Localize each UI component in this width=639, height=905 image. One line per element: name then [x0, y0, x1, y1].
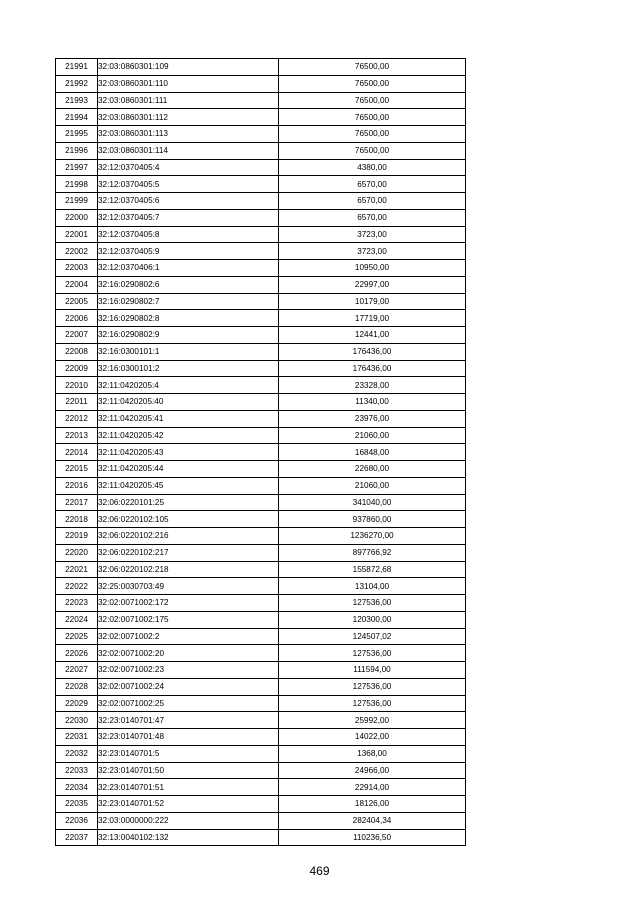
cadastral-value-cell: 937860,00 [279, 511, 466, 528]
table-row [56, 159, 466, 176]
table-row [56, 645, 466, 662]
cadastral-number-cell: 32:16:0300101:2 [98, 360, 279, 377]
row-number-cell: 22021 [56, 561, 98, 578]
row-number-cell: 21997 [56, 159, 98, 176]
row-number-cell: 22030 [56, 712, 98, 729]
row-number-cell: 22033 [56, 762, 98, 779]
table-row [56, 829, 466, 846]
cadastral-value-cell: 76500,00 [279, 142, 466, 159]
cadastral-number-cell: 32:11:0420205:41 [98, 410, 279, 427]
cadastral-value-cell: 127536,00 [279, 678, 466, 695]
table-row [56, 595, 466, 612]
cadastral-number-cell: 32:12:0370405:6 [98, 193, 279, 210]
row-number-cell: 22005 [56, 293, 98, 310]
cadastral-value-cell: 76500,00 [279, 92, 466, 109]
table-row [56, 578, 466, 595]
cadastral-value-cell: 21060,00 [279, 477, 466, 494]
cadastral-value-cell: 1368,00 [279, 745, 466, 762]
cadastral-number-cell: 32:06:0220102:218 [98, 561, 279, 578]
table-row [56, 477, 466, 494]
table-row [56, 343, 466, 360]
cadastral-value-cell: 11340,00 [279, 394, 466, 411]
table-row [56, 712, 466, 729]
cadastral-number-cell: 32:11:0420205:42 [98, 427, 279, 444]
table-body [56, 59, 466, 846]
cadastral-number-cell: 32:11:0420205:45 [98, 477, 279, 494]
cadastral-value-cell: 12441,00 [279, 327, 466, 344]
row-number-cell: 22015 [56, 461, 98, 478]
table-row [56, 812, 466, 829]
table-row [56, 92, 466, 109]
cadastral-number-cell: 32:03:0860301:111 [98, 92, 279, 109]
cadastral-value-cell: 25992,00 [279, 712, 466, 729]
cadastral-number-cell: 32:16:0290802:6 [98, 276, 279, 293]
row-number-cell: 22037 [56, 829, 98, 846]
row-number-cell: 22028 [56, 678, 98, 695]
cadastral-number-cell: 32:06:0220101:25 [98, 494, 279, 511]
cadastral-number-cell: 32:11:0420205:40 [98, 394, 279, 411]
row-number-cell: 21996 [56, 142, 98, 159]
cadastral-number-cell: 32:16:0290802:8 [98, 310, 279, 327]
cadastral-value-cell: 14022,00 [279, 729, 466, 746]
row-number-cell: 22031 [56, 729, 98, 746]
row-number-cell: 22026 [56, 645, 98, 662]
cadastral-number-cell: 32:03:0860301:112 [98, 109, 279, 126]
cadastral-value-cell: 16848,00 [279, 444, 466, 461]
table-row [56, 293, 466, 310]
row-number-cell: 22007 [56, 327, 98, 344]
cadastral-value-cell: 127536,00 [279, 595, 466, 612]
table-row [56, 260, 466, 277]
cadastral-value-cell: 4380,00 [279, 159, 466, 176]
cadastral-value-cell: 76500,00 [279, 109, 466, 126]
row-number-cell: 22035 [56, 796, 98, 813]
table-row [56, 243, 466, 260]
cadastral-value-cell: 1236270,00 [279, 528, 466, 545]
cadastral-number-cell: 32:23:0140701:5 [98, 745, 279, 762]
table-row [56, 427, 466, 444]
cadastral-value-cell: 3723,00 [279, 226, 466, 243]
table-row [56, 394, 466, 411]
cadastral-number-cell: 32:02:0071002:175 [98, 611, 279, 628]
table-row [56, 444, 466, 461]
row-number-cell: 22013 [56, 427, 98, 444]
row-number-cell: 22018 [56, 511, 98, 528]
table-row [56, 779, 466, 796]
table-row [56, 745, 466, 762]
cadastral-value-cell: 120300,00 [279, 611, 466, 628]
table-row [56, 611, 466, 628]
row-number-cell: 22025 [56, 628, 98, 645]
cadastral-value-cell: 176436,00 [279, 360, 466, 377]
page-number: 469 [309, 864, 330, 878]
table-row [56, 695, 466, 712]
cadastral-number-cell: 32:03:0860301:110 [98, 75, 279, 92]
row-number-cell: 21993 [56, 92, 98, 109]
row-number-cell: 21991 [56, 59, 98, 76]
cadastral-value-cell: 21060,00 [279, 427, 466, 444]
table-row [56, 662, 466, 679]
table-row [56, 544, 466, 561]
row-number-cell: 22036 [56, 812, 98, 829]
cadastral-value-cell: 22914,00 [279, 779, 466, 796]
row-number-cell: 22010 [56, 377, 98, 394]
cadastral-number-cell: 32:02:0071002:23 [98, 662, 279, 679]
table-row [56, 762, 466, 779]
cadastral-number-cell: 32:06:0220102:217 [98, 544, 279, 561]
row-number-cell: 22029 [56, 695, 98, 712]
cadastral-number-cell: 32:12:0370405:5 [98, 176, 279, 193]
cadastral-number-cell: 32:25:0030703:49 [98, 578, 279, 595]
table-row [56, 193, 466, 210]
cadastral-number-cell: 32:12:0370405:9 [98, 243, 279, 260]
table-row [56, 494, 466, 511]
table-row [56, 561, 466, 578]
cadastral-number-cell: 32:11:0420205:44 [98, 461, 279, 478]
table-row [56, 796, 466, 813]
cadastral-value-cell: 176436,00 [279, 343, 466, 360]
cadastral-number-cell: 32:11:0420205:4 [98, 377, 279, 394]
table-row [56, 310, 466, 327]
cadastral-value-cell: 76500,00 [279, 59, 466, 76]
cadastral-number-cell: 32:06:0220102:216 [98, 528, 279, 545]
row-number-cell: 22006 [56, 310, 98, 327]
cadastral-value-cell: 155872,68 [279, 561, 466, 578]
row-number-cell: 22032 [56, 745, 98, 762]
cadastral-value-cell: 341040,00 [279, 494, 466, 511]
table-row [56, 511, 466, 528]
table-row [56, 360, 466, 377]
row-number-cell: 21992 [56, 75, 98, 92]
cadastral-number-cell: 32:23:0140701:51 [98, 779, 279, 796]
cadastral-value-cell: 18126,00 [279, 796, 466, 813]
cadastral-number-cell: 32:03:0860301:113 [98, 126, 279, 143]
cadastral-value-cell: 127536,00 [279, 645, 466, 662]
table-row [56, 126, 466, 143]
cadastral-number-cell: 32:02:0071002:172 [98, 595, 279, 612]
cadastral-value-cell: 23328,00 [279, 377, 466, 394]
row-number-cell: 22022 [56, 578, 98, 595]
row-number-cell: 22023 [56, 595, 98, 612]
cadastral-value-cell: 282404,34 [279, 812, 466, 829]
cadastral-number-cell: 32:16:0300101:1 [98, 343, 279, 360]
cadastral-number-cell: 32:23:0140701:52 [98, 796, 279, 813]
cadastral-number-cell: 32:02:0071002:24 [98, 678, 279, 695]
cadastral-value-cell: 10950,00 [279, 260, 466, 277]
row-number-cell: 22000 [56, 209, 98, 226]
cadastral-value-cell: 22680,00 [279, 461, 466, 478]
table-row [56, 729, 466, 746]
cadastral-value-cell: 110236,50 [279, 829, 466, 846]
row-number-cell: 22016 [56, 477, 98, 494]
cadastral-number-cell: 32:06:0220102:105 [98, 511, 279, 528]
cadastral-value-cell: 10179,00 [279, 293, 466, 310]
table-row [56, 176, 466, 193]
row-number-cell: 22019 [56, 528, 98, 545]
table-row [56, 109, 466, 126]
cadastral-value-table [55, 58, 466, 846]
row-number-cell: 22001 [56, 226, 98, 243]
cadastral-value-cell: 76500,00 [279, 75, 466, 92]
row-number-cell: 22003 [56, 260, 98, 277]
table-row [56, 528, 466, 545]
row-number-cell: 21998 [56, 176, 98, 193]
cadastral-value-cell: 124507,02 [279, 628, 466, 645]
table-row [56, 461, 466, 478]
table-row [56, 410, 466, 427]
row-number-cell: 22009 [56, 360, 98, 377]
cadastral-value-cell: 22997,00 [279, 276, 466, 293]
cadastral-value-cell: 24966,00 [279, 762, 466, 779]
table-row [56, 678, 466, 695]
table-row [56, 628, 466, 645]
table-row [56, 327, 466, 344]
cadastral-number-cell: 32:02:0071002:25 [98, 695, 279, 712]
cadastral-number-cell: 32:23:0140701:47 [98, 712, 279, 729]
cadastral-number-cell: 32:13:0040102:132 [98, 829, 279, 846]
table-row [56, 75, 466, 92]
cadastral-value-cell: 17719,00 [279, 310, 466, 327]
cadastral-value-cell: 13104,00 [279, 578, 466, 595]
cadastral-value-cell: 3723,00 [279, 243, 466, 260]
row-number-cell: 21994 [56, 109, 98, 126]
cadastral-number-cell: 32:02:0071002:20 [98, 645, 279, 662]
table-row [56, 276, 466, 293]
cadastral-number-cell: 32:16:0290802:9 [98, 327, 279, 344]
cadastral-value-cell: 6570,00 [279, 193, 466, 210]
row-number-cell: 22014 [56, 444, 98, 461]
table-row [56, 142, 466, 159]
row-number-cell: 22002 [56, 243, 98, 260]
row-number-cell: 22020 [56, 544, 98, 561]
row-number-cell: 22034 [56, 779, 98, 796]
cadastral-number-cell: 32:03:0000000:222 [98, 812, 279, 829]
cadastral-number-cell: 32:11:0420205:43 [98, 444, 279, 461]
table-row [56, 209, 466, 226]
cadastral-value-cell: 897766,92 [279, 544, 466, 561]
row-number-cell: 22008 [56, 343, 98, 360]
cadastral-number-cell: 32:12:0370405:4 [98, 159, 279, 176]
cadastral-number-cell: 32:23:0140701:48 [98, 729, 279, 746]
row-number-cell: 22004 [56, 276, 98, 293]
table-row [56, 226, 466, 243]
row-number-cell: 22012 [56, 410, 98, 427]
cadastral-value-cell: 111594,00 [279, 662, 466, 679]
row-number-cell: 22027 [56, 662, 98, 679]
cadastral-value-cell: 6570,00 [279, 209, 466, 226]
table-row [56, 59, 466, 76]
cadastral-value-cell: 6570,00 [279, 176, 466, 193]
cadastral-number-cell: 32:02:0071002:2 [98, 628, 279, 645]
cadastral-number-cell: 32:12:0370405:8 [98, 226, 279, 243]
cadastral-value-cell: 76500,00 [279, 126, 466, 143]
cadastral-number-cell: 32:12:0370405:7 [98, 209, 279, 226]
cadastral-number-cell: 32:03:0860301:109 [98, 59, 279, 76]
cadastral-value-cell: 127536,00 [279, 695, 466, 712]
row-number-cell: 21999 [56, 193, 98, 210]
cadastral-number-cell: 32:23:0140701:50 [98, 762, 279, 779]
cadastral-number-cell: 32:12:0370406:1 [98, 260, 279, 277]
cadastral-number-cell: 32:03:0860301:114 [98, 142, 279, 159]
table-row [56, 377, 466, 394]
cadastral-value-cell: 23976,00 [279, 410, 466, 427]
cadastral-number-cell: 32:16:0290802:7 [98, 293, 279, 310]
row-number-cell: 22024 [56, 611, 98, 628]
row-number-cell: 22011 [56, 394, 98, 411]
row-number-cell: 22017 [56, 494, 98, 511]
document-page [55, 58, 466, 846]
row-number-cell: 21995 [56, 126, 98, 143]
